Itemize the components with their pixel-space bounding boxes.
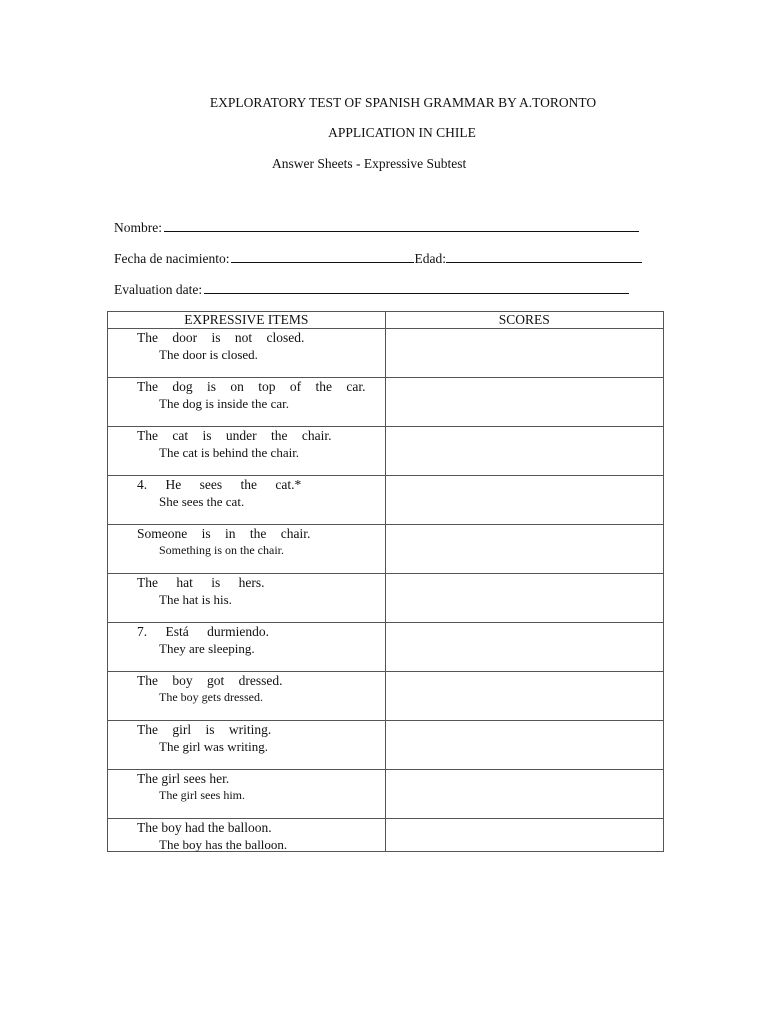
items-table (107, 311, 664, 852)
score-cell[interactable] (385, 427, 663, 476)
document-title: EXPLORATORY TEST OF SPANISH GRAMMAR BY A.TORONTO (209, 95, 597, 110)
table-row (108, 819, 664, 852)
item-prompt: The cat is under the chair. (137, 428, 332, 443)
item-prompt: Someone is in the chair. (137, 526, 311, 541)
item-cell (108, 672, 386, 721)
edad-blank[interactable] (446, 249, 642, 263)
evaluation-blank[interactable] (204, 280, 629, 294)
item-cell (108, 476, 386, 525)
item-answer: The cat is behind the chair. (159, 445, 300, 460)
table-row (108, 378, 664, 427)
item-answer: They are sleeping. (159, 641, 255, 656)
evaluation-label: Evaluation date: (114, 282, 203, 297)
item-prompt: The boy got dressed. (137, 673, 283, 688)
fecha-blank[interactable] (231, 249, 414, 263)
score-cell[interactable] (385, 329, 663, 378)
item-prompt: 7. Está durmiendo. (137, 624, 269, 639)
score-cell[interactable] (385, 721, 663, 770)
item-answer: The door is closed. (159, 347, 258, 362)
evaluation-date-field (114, 280, 629, 298)
item-cell (108, 623, 386, 672)
item-answer: Something is on the chair. (159, 543, 284, 557)
score-cell[interactable] (385, 623, 663, 672)
fecha-label: Fecha de nacimiento: (114, 251, 230, 266)
item-prompt: The girl is writing. (137, 722, 272, 737)
item-answer: The boy gets dressed. (159, 690, 263, 704)
table-row (108, 476, 664, 525)
table-header-row (108, 312, 664, 329)
score-cell[interactable] (385, 672, 663, 721)
item-cell (108, 574, 386, 623)
item-prompt: The girl sees her. (137, 771, 230, 786)
table-row (108, 427, 664, 476)
table-row (108, 574, 664, 623)
item-answer: The hat is his. (159, 592, 232, 607)
score-cell[interactable] (385, 770, 663, 819)
table-row (108, 329, 664, 378)
item-cell (108, 721, 386, 770)
score-cell[interactable] (385, 525, 663, 574)
item-prompt: The dog is on top of the car. (137, 379, 366, 394)
item-cell (108, 770, 386, 819)
edad-label: Edad: (414, 251, 446, 266)
item-answer: The dog is inside the car. (159, 396, 289, 411)
expressive-items-header: EXPRESSIVE ITEMS (108, 312, 386, 329)
nombre-label: Nombre: (114, 220, 162, 235)
document-subsubtitle: Answer Sheets - Expressive Subtest (272, 156, 467, 171)
item-prompt: 4. He sees the cat.* (137, 477, 302, 492)
item-cell (108, 378, 386, 427)
item-prompt: The hat is hers. (137, 575, 265, 590)
item-cell (108, 427, 386, 476)
nombre-blank[interactable] (164, 218, 639, 232)
item-answer: The boy has the balloon. (159, 837, 288, 852)
item-answer: The girl sees him. (159, 788, 245, 802)
item-prompt: The boy had the balloon. (137, 820, 272, 835)
table-row (108, 623, 664, 672)
table-row (108, 672, 664, 721)
score-cell[interactable] (385, 819, 663, 852)
item-answer: She sees the cat. (159, 494, 245, 509)
item-answer: The girl was writing. (159, 739, 269, 754)
table-row (108, 721, 664, 770)
birthdate-age-field (114, 249, 642, 267)
item-cell (108, 525, 386, 574)
scores-header: SCORES (385, 312, 663, 329)
nombre-field (114, 218, 639, 236)
item-cell (108, 819, 386, 852)
document-subtitle: APPLICATION IN CHILE (328, 125, 476, 140)
table-row (108, 770, 664, 819)
item-prompt: The door is not closed. (137, 330, 305, 345)
item-cell (108, 329, 386, 378)
score-cell[interactable] (385, 378, 663, 427)
table-row (108, 525, 664, 574)
score-cell[interactable] (385, 476, 663, 525)
score-cell[interactable] (385, 574, 663, 623)
